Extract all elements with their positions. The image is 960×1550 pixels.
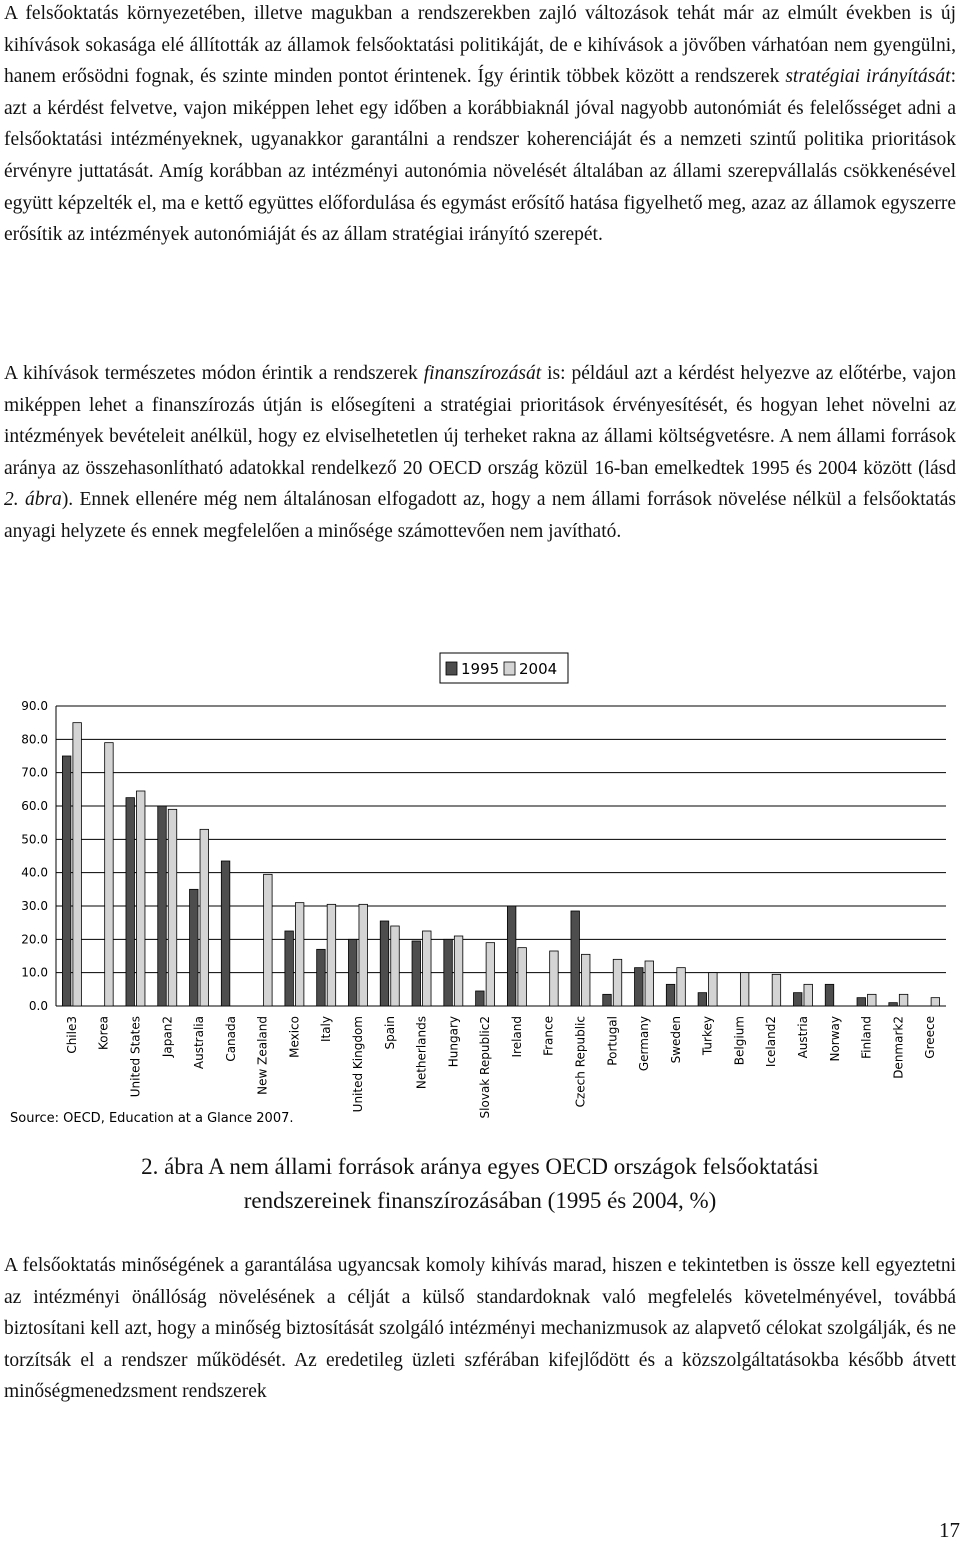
x-tick-label: Chile3	[64, 1016, 79, 1054]
x-tick-label: Turkey	[700, 1016, 715, 1056]
paragraph-intro-text-a: A felsőoktatás környezetében, illetve magukban a rendszerekben zajló változások tehát már az elmúlt években is új kihívások sokasága elé állították az államok felsőoktatási politikáját, de e kihívások a jövőben várhatóan nem gyengülni, hanem erősödni fognak, és szinte minden pontot érintenek. Így érintik többek között a rendszerek	[4, 3, 956, 88]
x-tick-label: France	[541, 1016, 556, 1056]
x-tick-label: Japan2	[160, 1016, 175, 1058]
y-tick-label: 20.0	[21, 932, 48, 947]
figure-caption-line2: rendszereinek finanszírozásában (1995 és 2004, %)	[243, 1188, 717, 1213]
bar-2004	[391, 926, 400, 1006]
bar-1995	[698, 993, 707, 1006]
x-tick-label: Belgium	[732, 1016, 747, 1066]
bar-1995	[62, 756, 70, 1006]
x-tick-label: Ireland	[509, 1016, 524, 1058]
x-tick-label: Korea	[96, 1016, 111, 1051]
y-tick-label: 40.0	[21, 865, 48, 880]
x-tick-label: Spain	[382, 1016, 397, 1050]
bar-2004	[868, 994, 877, 1006]
bar-1995	[825, 984, 834, 1006]
x-tick-label: Portugal	[605, 1016, 620, 1066]
x-tick-label: Sweden	[668, 1016, 683, 1064]
bar-1995	[666, 984, 675, 1006]
bar-1995	[889, 1003, 898, 1006]
x-tick-label: Austria	[795, 1016, 810, 1059]
bar-2004	[581, 954, 590, 1006]
x-tick-label: Mexico	[287, 1016, 302, 1058]
bar-1995	[444, 939, 453, 1006]
paragraph-financing-text-e: ). Ennek ellenére még nem általánosan elfogadott az, hogy a nem állami források növelése nélkül a felsőoktatás anyagi helyzete és ennek megfelelően a minősége számottevően nem javítható.	[4, 489, 956, 542]
bar-chart-svg	[0, 645, 960, 1135]
bar-2004	[105, 743, 114, 1006]
bar-1995	[793, 993, 802, 1006]
y-tick-label: 70.0	[21, 765, 48, 780]
bar-1995	[380, 921, 389, 1006]
x-tick-label: Czech Republic	[573, 1016, 588, 1108]
bar-1995	[285, 931, 294, 1006]
x-tick-label: United States	[128, 1016, 143, 1098]
bar-2004	[454, 936, 463, 1006]
chart-source-note: Source: OECD, Education at a Glance 2007.	[10, 1111, 294, 1126]
y-tick-label: 30.0	[21, 899, 48, 913]
bar-2004	[677, 968, 686, 1006]
bar-1995	[317, 949, 326, 1006]
x-tick-label: New Zealand	[255, 1016, 270, 1095]
bar-1995	[476, 991, 485, 1006]
y-tick-label: 0.0	[28, 999, 48, 1013]
figure-caption-line1: 2. ábra A nem állami források aránya egyes OECD országok felsőoktatási	[141, 1154, 819, 1179]
paragraph-financing-emphasis: finanszírozását	[423, 363, 542, 384]
y-tick-label: 60.0	[21, 799, 48, 813]
x-tick-label: Netherlands	[414, 1016, 429, 1090]
legend-swatch-1995	[446, 662, 457, 675]
bar-2004	[486, 943, 495, 1006]
legend-swatch-2004	[504, 662, 515, 675]
y-tick-label: 10.0	[21, 965, 48, 980]
bar-1995	[126, 798, 135, 1006]
y-tick-label: 90.0	[21, 699, 48, 713]
paragraph-intro-emphasis: stratégiai irányítását	[785, 66, 951, 88]
bar-1995	[571, 911, 580, 1006]
bar-2004	[73, 723, 82, 1006]
x-tick-label: Italy	[319, 1016, 334, 1043]
legend-label-1995: 1995	[461, 660, 500, 678]
paragraph-quality: A felsőoktatás minőségének a garantálása ugyancsak komoly kihívás marad, hiszen e tekintetben is össze kell egyeztetni az intézményi önállóság növelésének a célját a külső standardoknak való megfelelés követelményével, továbbá biztosítani kell azt, hogy a minőség biztosítását szolgáló intézményi mechanizmusok az alapvető célokat szolgálják, és ne torzítsák el a rendszer működését. Az eredetileg üzleti szférában kifejlődött és a közszolgáltatásokba később átvett minőségmenedzsment rendszerek	[4, 1255, 956, 1403]
paragraph-intro-text-c: : azt a kérdést felvetve, vajon miképpen lehet egy időben a korábbiaknál jóval nagyobb autonómiát és felelősséget adni a felsőoktatási intézményeknek, ugyanakkor garantálni a rendszer koherenciáját és a nemzeti szintű politika prioritások érvényre juttatását. Amíg korábban az intézményi autonómia növelését általában az állami szerepvállalás csökkenésével együtt képzelték el, ma e kettő együttes előfordulása és egymást erősítő hatása figyelhető meg, azaz az államok egyszerre erősítik az intézmények autonómiáját és az állam stratégiai irányító szerepét.	[4, 66, 956, 246]
bar-2004	[136, 791, 145, 1006]
paragraph-intro	[4, 0, 956, 251]
bar-2004	[931, 998, 940, 1006]
y-tick-label: 80.0	[21, 732, 48, 747]
bar-2004	[359, 904, 368, 1006]
paragraph-financing-text-a: A kihívások természetes módon érintik a rendszerek	[4, 363, 424, 384]
legend-label-2004: 2004	[519, 660, 558, 678]
bar-2004	[550, 951, 559, 1006]
x-tick-label: Slovak Republic2	[478, 1016, 493, 1119]
bar-2004	[899, 994, 908, 1006]
x-tick-label: Iceland2	[764, 1016, 779, 1068]
bar-2004	[295, 903, 304, 1006]
bar-1995	[348, 939, 357, 1006]
bar-2004	[327, 904, 336, 1006]
bar-2004	[264, 874, 273, 1006]
bar-1995	[507, 906, 515, 1006]
bar-2004	[423, 931, 432, 1006]
paragraph-financing-text-c: is: például azt a kérdést helyezve az előtérbe, vajon miképpen lehet a finanszírozás útján is elősegíteni a stratégiai prioritások érvényesítését, és hogyan lehet növelni az intézmények bevételeit anélkül, hogy ez elviselhetetlen új terheket rakna az állami költségvetésre. A nem állami források aránya az összehasonlítható adatokkal rendelkező 20 OECD ország közül 16-ban emelkedtek 1995 és 2004 között (lásd	[4, 363, 956, 479]
bar-2004	[613, 959, 622, 1006]
y-tick-label: 50.0	[21, 832, 48, 847]
bar-2004	[168, 809, 177, 1006]
bar-1995	[635, 968, 644, 1006]
bar-2004	[518, 948, 527, 1006]
bar-2004	[200, 829, 209, 1006]
bar-2004	[645, 961, 654, 1006]
bar-1995	[190, 889, 199, 1006]
bar-1995	[158, 806, 167, 1006]
bar-1995	[412, 941, 421, 1006]
bar-1995	[857, 998, 866, 1006]
bar-2004	[804, 984, 813, 1006]
bar-chart	[0, 645, 960, 1135]
bar-2004	[772, 974, 781, 1006]
x-tick-label: Canada	[223, 1016, 238, 1062]
x-tick-label: Denmark2	[891, 1016, 906, 1079]
x-tick-label: United Kingdom	[350, 1016, 365, 1113]
bar-2004	[709, 973, 718, 1006]
page-number: 17	[939, 1518, 960, 1542]
x-tick-label: Australia	[192, 1016, 207, 1070]
x-tick-label: Norway	[827, 1016, 842, 1062]
x-tick-label: Hungary	[446, 1016, 461, 1068]
paragraph-financing	[4, 358, 956, 548]
figure-reference: 2. ábra	[4, 489, 62, 511]
x-tick-label: Germany	[637, 1016, 652, 1072]
bar-1995	[221, 861, 230, 1006]
x-tick-label: Finland	[859, 1016, 874, 1059]
x-tick-label: Greece	[923, 1016, 938, 1059]
bar-2004	[740, 973, 749, 1006]
bar-1995	[603, 994, 612, 1006]
